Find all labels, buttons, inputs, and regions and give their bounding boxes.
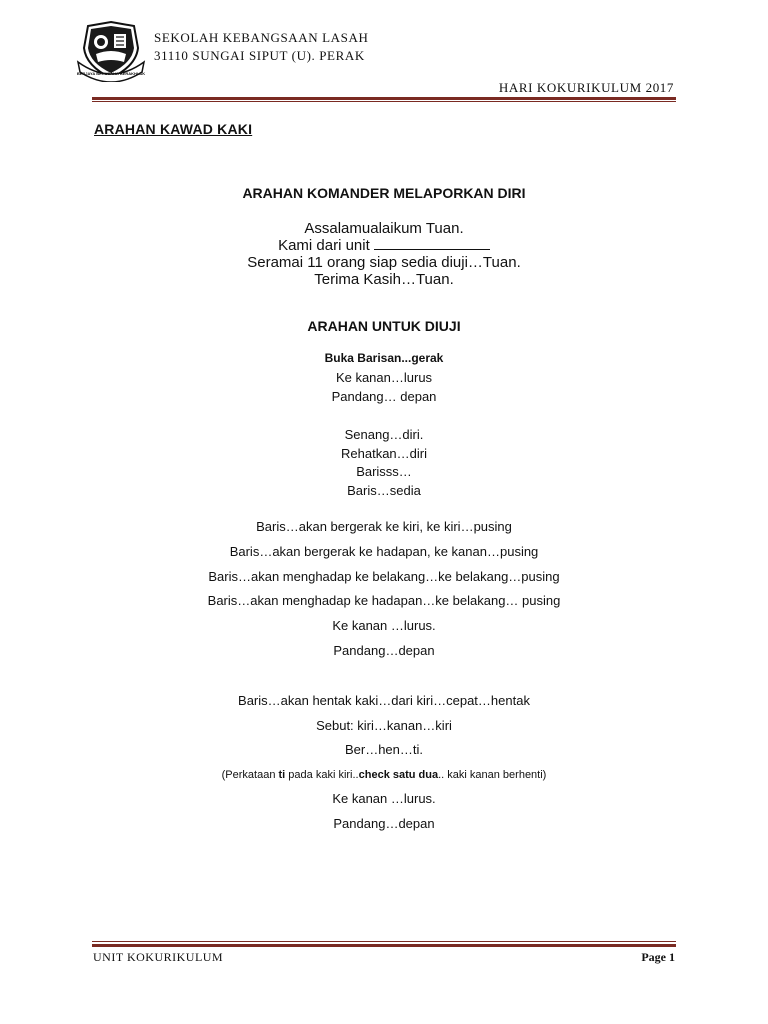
event-title: HARI KOKURIKULUM 2017 [498, 80, 674, 95]
school-address: 31110 SUNGAI SIPUT (U). PERAK [154, 48, 365, 63]
command-line: Baris…akan menghadap ke belakang…ke belakang…pusing [208, 568, 560, 584]
report-greeting [92, 220, 676, 288]
footer-unit: UNIT KOKURIKULUM [93, 950, 224, 964]
command-note [92, 763, 676, 788]
command-group-3 [92, 515, 676, 664]
command-line: Pandang… depan [331, 388, 437, 404]
header-rule-thin [92, 101, 676, 102]
note-text: .. kaki kanan berhenti) [438, 768, 547, 781]
command-line: Rehatkan…diri [341, 445, 427, 461]
footer-rule-thin [92, 941, 676, 942]
command-line: Ke kanan…lurus [335, 370, 433, 385]
page-number: Page 1 [641, 950, 675, 964]
footer-rule [92, 944, 676, 947]
document-title: ARAHAN KAWAD KAKI [94, 121, 253, 137]
unit-prefix: Kami dari unit [278, 237, 374, 254]
command-line: Senang…diri. [344, 427, 424, 442]
note-text: (Perkataan [221, 768, 279, 781]
command-line: Baris…sedia [347, 482, 421, 498]
note-text: pada kaki kiri.. [285, 768, 359, 781]
crest-banner-text: BERJAYA BERUSAHA BERAKHLAK [76, 71, 146, 76]
command-line: Baris…akan hentak kaki…dari kiri…cepat…hentak [238, 693, 530, 708]
command-group-2 [92, 426, 676, 500]
section1-heading: ARAHAN KOMANDER MELAPORKAN DIRI [242, 185, 526, 201]
greeting-line-2 [92, 237, 676, 254]
command-line: Ke kanan …lurus. [332, 791, 436, 806]
command-line: Pandang…depan [333, 815, 435, 831]
command-line: Barisss… [356, 464, 412, 479]
section2-heading: ARAHAN UNTUK DIUJI [307, 318, 461, 334]
note-bold: ti [278, 768, 286, 781]
command-line: Sebut: kiri…kanan…kiri [316, 717, 452, 733]
command-line: Ber…hen…ti. [344, 742, 424, 757]
header-rule [92, 97, 676, 100]
greeting-line-1: Assalamualaikum Tuan. [304, 220, 464, 237]
command-line: Baris…akan bergerak ke hadapan, ke kanan…pusing [229, 543, 539, 559]
greeting-line-4: Terima Kasih…Tuan. [314, 271, 454, 288]
school-header [154, 29, 368, 65]
command-line: Baris…akan bergerak ke kiri, ke kiri…pusing [256, 519, 512, 534]
greeting-line-3: Seramai 11 orang siap sedia diuji…Tuan. [247, 254, 521, 271]
first-command: Buka Barisan...gerak [324, 351, 444, 365]
school-crest-logo [76, 20, 146, 82]
command-line: Pandang…depan [333, 642, 435, 658]
command-group-1 [92, 369, 676, 406]
unit-blank-line [374, 238, 490, 250]
command-group-4 [92, 689, 676, 836]
note-bold: check satu dua [358, 768, 439, 781]
school-name: SEKOLAH KEBANGSAAN LASAH [154, 30, 369, 45]
command-line: Ke kanan …lurus. [332, 618, 436, 634]
command-line: Baris…akan menghadap ke hadapan…ke belakang… pusing [207, 593, 561, 609]
